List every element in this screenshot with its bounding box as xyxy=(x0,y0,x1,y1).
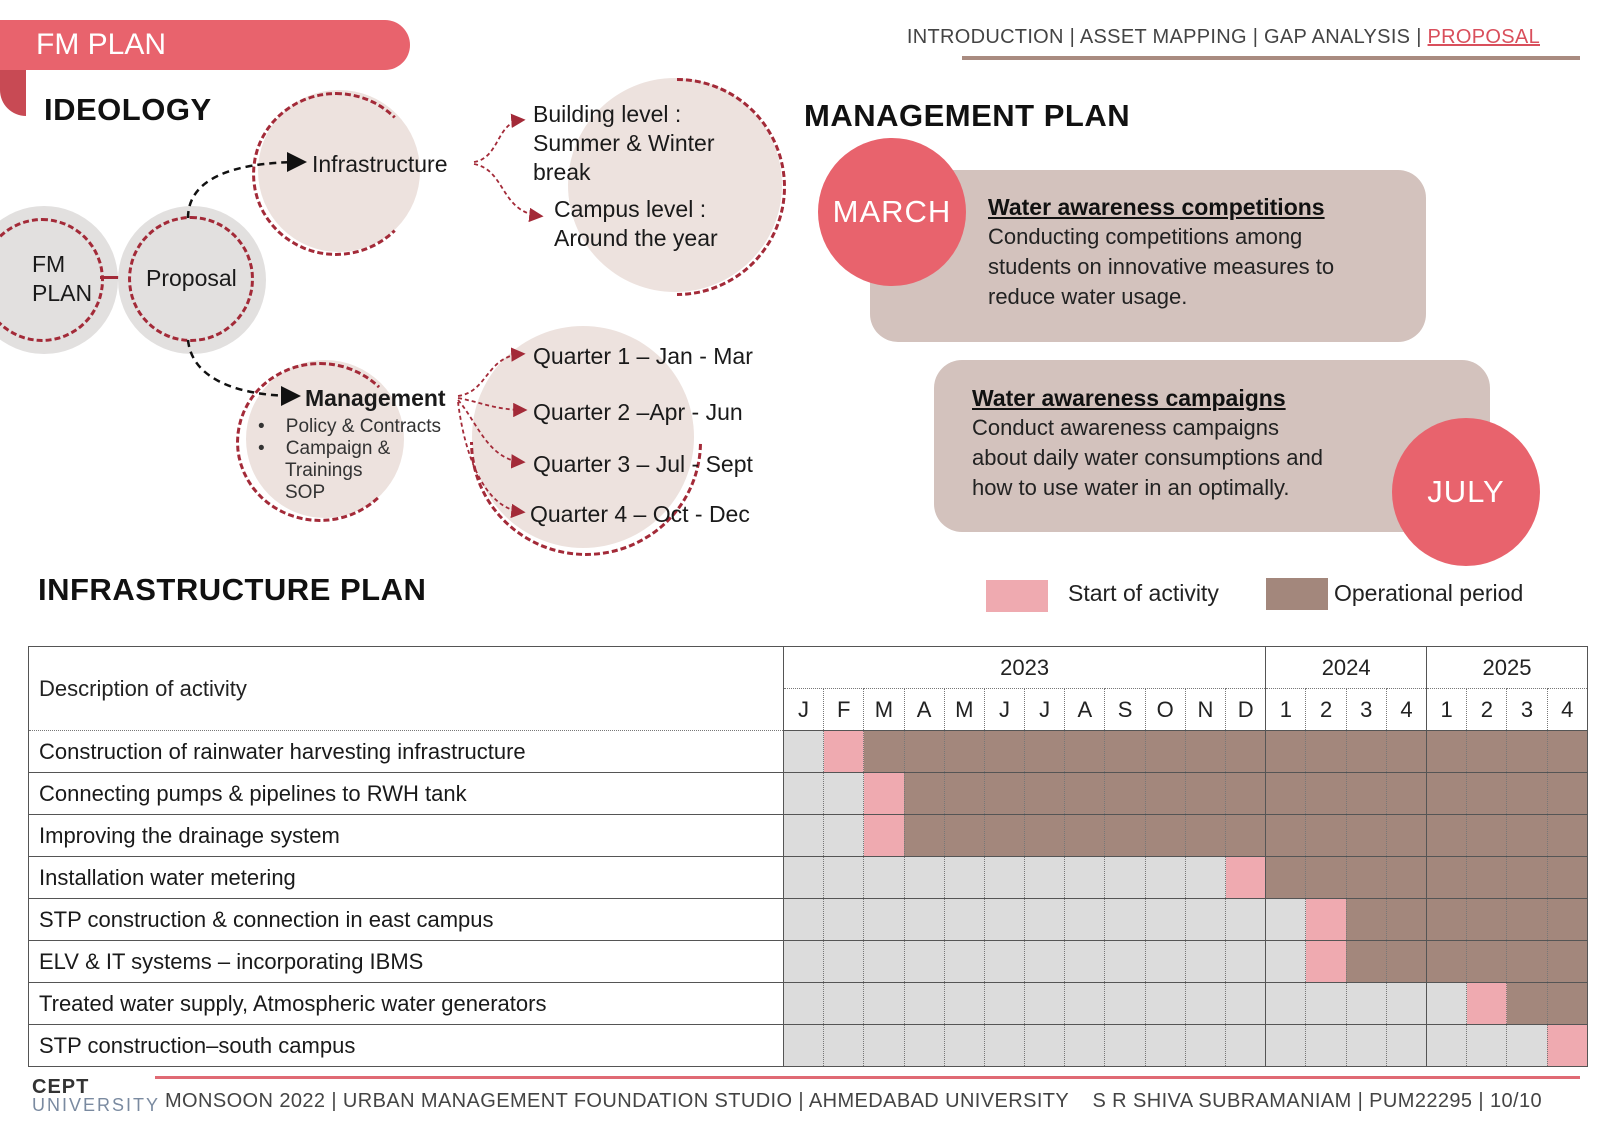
gantt-cell-operational xyxy=(1346,899,1386,941)
gantt-cell-operational xyxy=(1547,731,1587,773)
gantt-cell-operational xyxy=(1346,857,1386,899)
gantt-cell-empty xyxy=(1346,983,1386,1025)
gantt-cell-operational xyxy=(984,773,1024,815)
gantt-cell-operational xyxy=(1427,815,1467,857)
gantt-cell-start xyxy=(1547,1025,1587,1067)
gantt-cell-empty xyxy=(1306,1025,1346,1067)
gantt-cell-empty xyxy=(944,857,984,899)
gantt-cell-empty xyxy=(1226,1025,1266,1067)
activity-description: ELV & IT systems – incorporating IBMS xyxy=(29,941,784,983)
gantt-cell-empty xyxy=(1427,983,1467,1025)
gantt-cell-operational xyxy=(1507,899,1547,941)
gantt-cell-operational xyxy=(864,731,904,773)
period-header: N xyxy=(1185,689,1225,731)
gantt-cell-operational xyxy=(984,815,1024,857)
gantt-cell-operational xyxy=(1507,815,1547,857)
gantt-cell-empty xyxy=(783,1025,823,1067)
gantt-cell-empty xyxy=(904,983,944,1025)
gantt-cell-empty xyxy=(984,1025,1024,1067)
gantt-cell-empty xyxy=(1266,899,1306,941)
gantt-cell-operational xyxy=(1547,857,1587,899)
gantt-cell-empty xyxy=(1105,899,1145,941)
gantt-cell-empty xyxy=(944,899,984,941)
gantt-cell-empty xyxy=(984,899,1024,941)
bullet-icon: • xyxy=(258,438,286,459)
gantt-cell-operational xyxy=(1065,731,1105,773)
period-header: O xyxy=(1145,689,1185,731)
quarter-3: Quarter 3 – Jul - Sept xyxy=(533,451,753,477)
table-row xyxy=(29,857,1588,899)
period-header: 4 xyxy=(1386,689,1426,731)
fm-plan-label: FM PLAN xyxy=(32,251,93,306)
period-header: M xyxy=(864,689,904,731)
gantt-cell-empty xyxy=(824,815,864,857)
gantt-cell-empty xyxy=(1185,983,1225,1025)
table-row xyxy=(29,899,1588,941)
gantt-cell-operational xyxy=(1547,983,1587,1025)
gantt-cell-operational xyxy=(1266,731,1306,773)
gantt-cell-empty xyxy=(824,983,864,1025)
gantt-cell-empty xyxy=(864,983,904,1025)
gantt-cell-operational xyxy=(1427,773,1467,815)
gantt-cell-empty xyxy=(824,1025,864,1067)
gantt-cell-empty xyxy=(904,1025,944,1067)
gantt-cell-operational xyxy=(1346,941,1386,983)
gantt-cell-empty xyxy=(1105,983,1145,1025)
top-navigation xyxy=(907,26,1540,49)
period-header: 3 xyxy=(1346,689,1386,731)
gantt-cell-operational xyxy=(1507,857,1547,899)
activity-description: Treated water supply, Atmospheric water generators xyxy=(29,983,784,1025)
gantt-cell-empty xyxy=(1065,857,1105,899)
gantt-cell-operational xyxy=(1427,857,1467,899)
gantt-cell-operational xyxy=(1467,731,1507,773)
gantt-cell-empty xyxy=(864,941,904,983)
gantt-cell-empty xyxy=(1065,941,1105,983)
badge-july: JULY xyxy=(1392,418,1540,566)
gantt-cell-empty xyxy=(1145,983,1185,1025)
arrow-quarter-2 xyxy=(458,398,524,410)
arrow-building-level xyxy=(474,120,522,162)
bullet-icon: • xyxy=(258,416,286,437)
gantt-cell-operational xyxy=(1025,815,1065,857)
proposal-label: Proposal xyxy=(146,265,237,291)
gantt-cell-operational xyxy=(1266,815,1306,857)
gantt-cell-operational xyxy=(1467,899,1507,941)
gantt-cell-operational xyxy=(1306,731,1346,773)
gantt-cell-operational xyxy=(1427,731,1467,773)
legend-start-swatch xyxy=(986,580,1048,612)
gantt-cell-operational xyxy=(1226,773,1266,815)
gantt-cell-empty xyxy=(1105,857,1145,899)
gantt-cell-empty xyxy=(1185,899,1225,941)
gantt-cell-empty xyxy=(1386,983,1426,1025)
gantt-cell-operational xyxy=(1386,773,1426,815)
footer-author-info: S R SHIVA SUBRAMANIAM | PUM22295 | 10/10 xyxy=(1092,1090,1542,1112)
gantt-cell-empty xyxy=(1065,983,1105,1025)
gantt-cell-operational xyxy=(1467,857,1507,899)
arrow-proposal-infrastructure xyxy=(188,162,302,218)
year-header: 2024 xyxy=(1266,647,1427,689)
nav-gap-analysis[interactable]: GAP ANALYSIS xyxy=(1264,26,1411,48)
arrow-proposal-management xyxy=(188,340,296,396)
gantt-cell-empty xyxy=(783,773,823,815)
arrow-campus-level xyxy=(474,164,540,216)
nav-introduction[interactable]: INTRODUCTION xyxy=(906,26,1064,48)
infrastructure-label: Infrastructure xyxy=(312,151,448,177)
gantt-cell-empty xyxy=(783,731,823,773)
gantt-cell-operational xyxy=(1547,899,1587,941)
period-header: M xyxy=(944,689,984,731)
gantt-cell-empty xyxy=(824,857,864,899)
gantt-cell-operational xyxy=(1145,731,1185,773)
period-header: J xyxy=(1025,689,1065,731)
gantt-cell-operational xyxy=(1105,815,1145,857)
gantt-cell-start xyxy=(1467,983,1507,1025)
gantt-cell-empty xyxy=(1386,1025,1426,1067)
gantt-cell-operational xyxy=(944,773,984,815)
card-campaigns-heading: Water awareness campaigns xyxy=(972,385,1286,411)
quarter-1: Quarter 1 – Jan - Mar xyxy=(533,343,753,369)
description-header: Description of activity xyxy=(29,647,784,731)
gantt-cell-operational xyxy=(1507,773,1547,815)
gantt-cell-empty xyxy=(1467,1025,1507,1067)
table-row xyxy=(29,983,1588,1025)
period-header: 4 xyxy=(1547,689,1587,731)
nav-underline xyxy=(962,56,1580,60)
footer-course-info: MONSOON 2022 | URBAN MANAGEMENT FOUNDATION STUDIO | AHMEDABAD UNIVERSITY xyxy=(165,1090,1070,1112)
gantt-cell-start xyxy=(1306,899,1346,941)
gantt-cell-empty xyxy=(1145,941,1185,983)
gantt-cell-operational xyxy=(1266,857,1306,899)
gantt-cell-empty xyxy=(1185,941,1225,983)
period-header: F xyxy=(824,689,864,731)
gantt-cell-empty xyxy=(984,941,1024,983)
year-header: 2023 xyxy=(783,647,1265,689)
table-row xyxy=(29,815,1588,857)
gantt-cell-start xyxy=(1226,857,1266,899)
gantt-cell-empty xyxy=(1145,857,1185,899)
arrow-quarter-3 xyxy=(458,400,522,462)
gantt-cell-empty xyxy=(824,941,864,983)
gantt-cell-operational xyxy=(1226,815,1266,857)
gantt-cell-empty xyxy=(1427,1025,1467,1067)
gantt-cell-empty xyxy=(824,899,864,941)
activity-description: Installation water metering xyxy=(29,857,784,899)
nav-asset-mapping[interactable]: ASSET MAPPING xyxy=(1079,26,1247,48)
gantt-cell-operational xyxy=(1547,941,1587,983)
legend-operational-swatch xyxy=(1266,578,1328,610)
gantt-cell-empty xyxy=(783,815,823,857)
gantt-cell-empty xyxy=(864,899,904,941)
gantt-cell-operational xyxy=(1065,773,1105,815)
building-level-text: Building level : Summer & Winter break xyxy=(533,101,715,185)
gantt-cell-operational xyxy=(1185,815,1225,857)
gantt-cell-empty xyxy=(1145,899,1185,941)
cept-university-logo: CEPT UNIVERSITY xyxy=(32,1076,161,1115)
gantt-cell-empty xyxy=(1185,1025,1225,1067)
gantt-cell-empty xyxy=(1025,941,1065,983)
period-header: A xyxy=(1065,689,1105,731)
gantt-cell-empty xyxy=(1185,857,1225,899)
gantt-cell-operational xyxy=(1467,941,1507,983)
period-header: J xyxy=(984,689,1024,731)
gantt-cell-operational xyxy=(1507,941,1547,983)
gantt-cell-operational xyxy=(984,731,1024,773)
gantt-cell-empty xyxy=(1226,941,1266,983)
gantt-cell-empty xyxy=(864,1025,904,1067)
gantt-cell-operational xyxy=(1507,983,1547,1025)
gantt-cell-operational xyxy=(904,731,944,773)
gantt-cell-start xyxy=(864,773,904,815)
nav-separator: | xyxy=(1416,26,1422,48)
card-competitions-heading: Water awareness competitions xyxy=(988,194,1325,220)
gantt-cell-operational xyxy=(904,815,944,857)
gantt-cell-empty xyxy=(1306,983,1346,1025)
badge-march: MARCH xyxy=(818,138,966,286)
period-header: 3 xyxy=(1507,689,1547,731)
management-bullets: • Policy & Contracts • Campaign & Trainings SOP xyxy=(258,416,442,503)
gantt-cell-operational xyxy=(1386,815,1426,857)
gantt-cell-operational xyxy=(1386,941,1426,983)
arrow-quarter-4 xyxy=(458,402,522,512)
gantt-cell-empty xyxy=(1346,1025,1386,1067)
infrastructure-plan-title: INFRASTRUCTURE PLAN xyxy=(38,572,427,607)
activity-description: STP construction & connection in east campus xyxy=(29,899,784,941)
activity-description: Connecting pumps & pipelines to RWH tank xyxy=(29,773,784,815)
period-header: 1 xyxy=(1427,689,1467,731)
period-header: 2 xyxy=(1306,689,1346,731)
table-row xyxy=(29,941,1588,983)
gantt-cell-operational xyxy=(1306,773,1346,815)
gantt-cell-operational xyxy=(1145,815,1185,857)
gantt-cell-operational xyxy=(1185,731,1225,773)
management-plan-title: MANAGEMENT PLAN xyxy=(804,98,1131,133)
gantt-cell-operational xyxy=(1306,815,1346,857)
gantt-cell-operational xyxy=(1547,815,1587,857)
gantt-cell-empty xyxy=(904,941,944,983)
period-header: A xyxy=(904,689,944,731)
nav-proposal[interactable]: PROPOSAL xyxy=(1427,26,1540,48)
gantt-cell-empty xyxy=(1226,983,1266,1025)
nav-separator: | xyxy=(1252,26,1259,48)
gantt-cell-operational xyxy=(944,731,984,773)
gantt-cell-empty xyxy=(944,941,984,983)
gantt-cell-empty xyxy=(1145,1025,1185,1067)
infrastructure-gantt-table xyxy=(28,646,1588,1067)
gantt-cell-empty xyxy=(1266,941,1306,983)
gantt-cell-empty xyxy=(1226,899,1266,941)
period-header: S xyxy=(1105,689,1145,731)
gantt-cell-empty xyxy=(864,857,904,899)
gantt-cell-operational xyxy=(1427,941,1467,983)
gantt-cell-operational xyxy=(1346,815,1386,857)
table-row xyxy=(29,773,1588,815)
campus-level-text: Campus level : Around the year xyxy=(554,196,718,251)
gantt-cell-operational xyxy=(1427,899,1467,941)
gantt-cell-operational xyxy=(1467,773,1507,815)
gantt-cell-empty xyxy=(1025,857,1065,899)
gantt-cell-empty xyxy=(1507,1025,1547,1067)
gantt-cell-empty xyxy=(824,773,864,815)
period-header: 1 xyxy=(1266,689,1306,731)
gantt-cell-empty xyxy=(904,857,944,899)
gantt-cell-empty xyxy=(1025,1025,1065,1067)
gantt-cell-operational xyxy=(1547,773,1587,815)
gantt-cell-empty xyxy=(984,983,1024,1025)
legend-start-label: Start of activity xyxy=(1068,580,1219,606)
gantt-cell-operational xyxy=(904,773,944,815)
gantt-cell-operational xyxy=(1065,815,1105,857)
gantt-cell-operational xyxy=(944,815,984,857)
gantt-cell-operational xyxy=(1467,815,1507,857)
quarter-2: Quarter 2 –Apr - Jun xyxy=(533,399,743,425)
footer-line xyxy=(155,1076,1580,1079)
gantt-cell-start xyxy=(864,815,904,857)
gantt-cell-empty xyxy=(904,899,944,941)
period-header: J xyxy=(783,689,823,731)
gantt-cell-start xyxy=(1306,941,1346,983)
gantt-cell-operational xyxy=(1386,731,1426,773)
gantt-cell-operational xyxy=(1105,773,1145,815)
gantt-cell-empty xyxy=(1025,983,1065,1025)
gantt-cell-operational xyxy=(1346,731,1386,773)
gantt-cell-empty xyxy=(1065,1025,1105,1067)
gantt-cell-operational xyxy=(1266,773,1306,815)
table-row xyxy=(29,1025,1588,1067)
activity-description: Construction of rainwater harvesting infrastructure xyxy=(29,731,784,773)
activity-description: Improving the drainage system xyxy=(29,815,784,857)
gantt-cell-empty xyxy=(1266,1025,1306,1067)
gantt-cell-empty xyxy=(783,899,823,941)
gantt-cell-empty xyxy=(783,941,823,983)
gantt-cell-operational xyxy=(1306,857,1346,899)
gantt-cell-empty xyxy=(1025,899,1065,941)
gantt-cell-empty xyxy=(944,983,984,1025)
period-header: D xyxy=(1226,689,1266,731)
legend-operational-label: Operational period xyxy=(1334,580,1524,606)
gantt-cell-operational xyxy=(1346,773,1386,815)
gantt-cell-operational xyxy=(1025,731,1065,773)
gantt-cell-operational xyxy=(1226,731,1266,773)
gantt-cell-operational xyxy=(1386,899,1426,941)
gantt-cell-empty xyxy=(1065,899,1105,941)
arrow-quarter-1 xyxy=(458,354,522,396)
ideology-title: IDEOLOGY xyxy=(44,92,212,127)
gantt-cell-operational xyxy=(1386,857,1426,899)
gantt-cell-empty xyxy=(783,857,823,899)
gantt-cell-operational xyxy=(1025,773,1065,815)
gantt-cell-start xyxy=(824,731,864,773)
card-competitions-body: Conducting competitions among students on innovative measures to reduce water usage. xyxy=(988,224,1335,309)
gantt-cell-empty xyxy=(783,983,823,1025)
table-row xyxy=(29,731,1588,773)
gantt-cell-operational xyxy=(1507,731,1547,773)
card-campaigns-body: Conduct awareness campaigns about daily water consumptions and how to use water in an optimally. xyxy=(972,415,1323,500)
gantt-cell-empty xyxy=(1105,1025,1145,1067)
management-label: Management xyxy=(305,385,446,411)
nav-separator: | xyxy=(1069,26,1076,48)
gantt-cell-operational xyxy=(1185,773,1225,815)
activity-description: STP construction–south campus xyxy=(29,1025,784,1067)
gantt-cell-empty xyxy=(1105,941,1145,983)
header-tab-title: FM PLAN xyxy=(0,20,410,70)
gantt-cell-empty xyxy=(984,857,1024,899)
year-header: 2025 xyxy=(1427,647,1588,689)
gantt-cell-empty xyxy=(1266,983,1306,1025)
period-header: 2 xyxy=(1467,689,1507,731)
quarter-4: Quarter 4 – Oct - Dec xyxy=(530,501,750,527)
gantt-cell-empty xyxy=(944,1025,984,1067)
gantt-cell-operational xyxy=(1105,731,1145,773)
gantt-cell-operational xyxy=(1145,773,1185,815)
